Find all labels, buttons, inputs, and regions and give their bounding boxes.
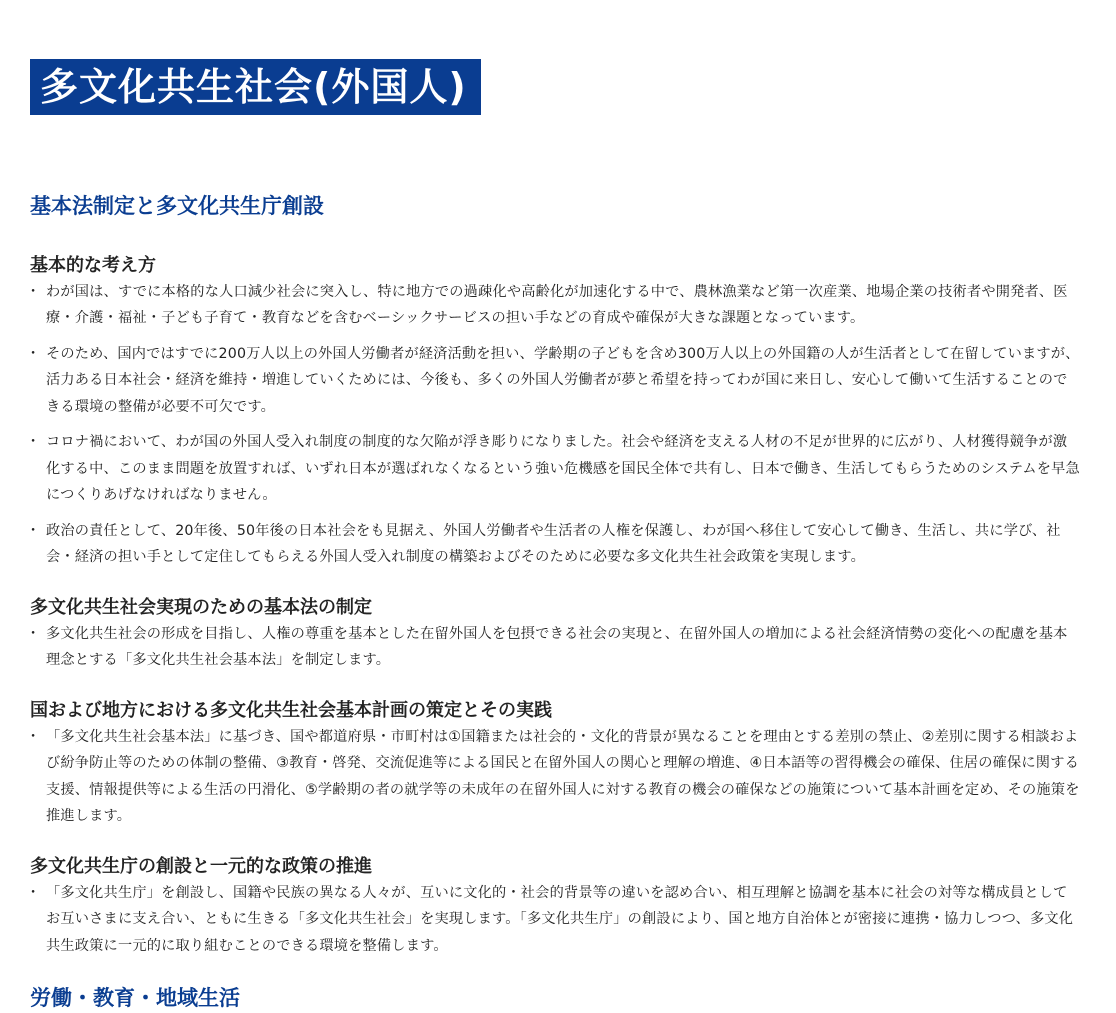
- basic-law-list: [30, 621, 1080, 674]
- basic-plan-heading: 国および地方における多文化共生社会基本計画の策定とその実践: [30, 699, 552, 721]
- list-item: ・ そのため、国内ではすでに200万人以上の外国人労働者が経済活動を担い、学齢期の子どもを含め300万人以上の外国籍の人が生活者として在留していますが、活力ある日本社会・経済を維持・増進していくためには、今後も、多くの外国人労働者が夢と希望を持ってわが国に来日し、安心して働いて生活することのできる環境の整備が必要不可欠です。: [30, 341, 1080, 421]
- basic-principles-heading: 基本的な考え方: [30, 254, 156, 276]
- basic-plan-list: [30, 724, 1080, 830]
- section-heading: 基本法制定と多文化共生庁創設: [30, 193, 324, 218]
- list-item: ・ コロナ禍において、わが国の外国人受入れ制度の制度的な欠陥が浮き彫りになりました。社会や経済を支える人材の不足が世界的に広がり、人材獲得競争が激化する中、このまま問題を放置すれば、いずれ日本が選ばれなくなるという強い危機感を国民全体で共有し、日本で働き、生活してもらうためのシステムを早急につくりあげなければなりません。: [30, 429, 1080, 509]
- article-content: [30, 34, 1080, 959]
- agency-heading: 多文化共生庁の創設と一元的な政策の推進: [30, 855, 372, 877]
- list-item: ・ わが国は、すでに本格的な人口減少社会に突入し、特に地方での過疎化や高齢化が加速化する中で、農林漁業など第一次産業、地場企業の技術者や開発者、医療・介護・福祉・子ども子育て・教育などを含むベーシックサービスの担い手などの育成や確保が大きな課題となっています。: [30, 279, 1080, 332]
- basic-law-heading: 多文化共生社会実現のための基本法の制定: [30, 596, 372, 618]
- list-item: ・ 多文化共生社会の形成を目指し、人権の尊重を基本とした在留外国人を包摂できる社会の実現と、在留外国人の増加による社会経済情勢の変化への配慮を基本理念とする「多文化共生社会基本法」を制定します。: [30, 621, 1080, 674]
- list-item: ・ 「多文化共生庁」を創設し、国籍や民族の異なる人々が、互いに文化的・社会的背景等の違いを認め合い、相互理解と協調を基本に社会の対等な構成員としてお互いさまに支え合い、ともに生きる「多文化共生社会」を実現します。「多文化共生庁」の創設により、国と地方自治体とが密接に連携・協力しつつ、多文化共生政策に一元的に取り組むことのできる環境を整備します。: [30, 880, 1080, 960]
- next-section-heading: 労働・教育・地域生活: [30, 986, 240, 1011]
- list-item: ・ 「多文化共生社会基本法」に基づき、国や都道府県・市町村は①国籍または社会的・文化的背景が異なることを理由とする差別の禁止、②差別に関する相談および紛争防止等のための体制の整備、③教育・啓発、交流促進等による国民と在留外国人の関心と理解の増進、④日本語等の習得機会の確保、住居の確保に関する支援、情報提供等による生活の円滑化、⑤学齢期の者の就学等の未成年の在留外国人に対する教育の機会の確保などの施策について基本計画を定め、その施策を推進します。: [30, 724, 1080, 830]
- page-title: 多文化共生社会(外国人): [30, 59, 481, 115]
- agency-list: [30, 880, 1080, 960]
- list-item: ・ 政治の責任として、20年後、50年後の日本社会をも見据え、外国人労働者や生活者の人権を保護し、わが国へ移住して安心して働き、生活し、共に学び、社会・経済の担い手として定住してもらえる外国人受入れ制度の構築およびそのために必要な多文化共生社会政策を実現します。: [30, 518, 1080, 571]
- basic-principles-list: [30, 279, 1080, 571]
